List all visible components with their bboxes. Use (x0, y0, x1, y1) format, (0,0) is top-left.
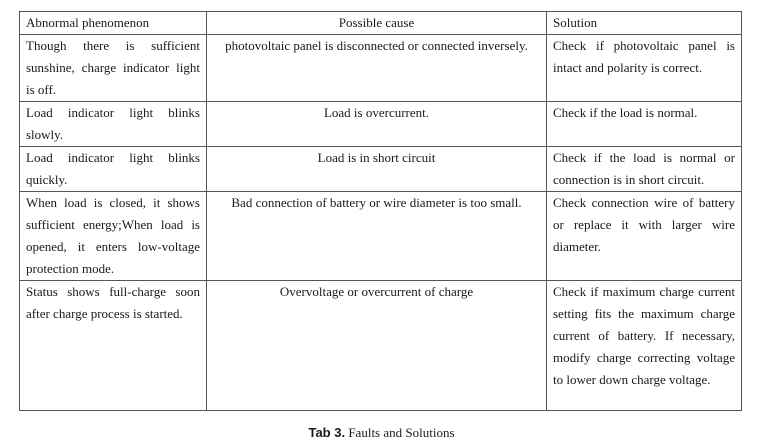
table-row (20, 281, 742, 411)
cause-cell: Bad connection of battery or wire diameter is too small. (207, 192, 547, 281)
header-abnormal-phenomenon: Abnormal phenomenon (20, 12, 207, 35)
solution-cell: Check if maximum charge current setting fits the maximum charge current of battery. If necessary, modify charge correcting voltage to lower down charge voltage. (547, 281, 742, 411)
phenomenon-cell: Load indicator light blinks quickly. (20, 147, 207, 192)
cause-cell: Load is overcurrent. (207, 102, 547, 147)
faults-solutions-table (19, 11, 742, 411)
table-row (20, 102, 742, 147)
solution-cell: Check if the load is normal or connection is in short circuit. (547, 147, 742, 192)
table-row (20, 35, 742, 102)
phenomenon-cell: When load is closed, it shows sufficient energy;When load is opened, it enters low-voltage protection mode. (20, 192, 207, 281)
cause-cell: Overvoltage or overcurrent of charge (207, 281, 547, 411)
cause-cell: Load is in short circuit (207, 147, 547, 192)
solution-cell: Check connection wire of battery or replace it with larger wire diameter. (547, 192, 742, 281)
table-row (20, 192, 742, 281)
header-solution: Solution (547, 12, 742, 35)
table-caption (0, 424, 763, 442)
table-row (20, 147, 742, 192)
caption-text: Faults and Solutions (348, 425, 455, 440)
faults-table-container (19, 11, 741, 411)
phenomenon-cell: Though there is sufficient sunshine, charge indicator light is off. (20, 35, 207, 102)
caption-label: Tab 3. (308, 425, 346, 440)
phenomenon-cell: Load indicator light blinks slowly. (20, 102, 207, 147)
table-header-row (20, 12, 742, 35)
phenomenon-cell: Status shows full-charge soon after charge process is started. (20, 281, 207, 411)
cause-cell: photovoltaic panel is disconnected or connected inversely. (207, 35, 547, 102)
solution-cell: Check if photovoltaic panel is intact and polarity is correct. (547, 35, 742, 102)
header-possible-cause: Possible cause (207, 12, 547, 35)
solution-cell: Check if the load is normal. (547, 102, 742, 147)
